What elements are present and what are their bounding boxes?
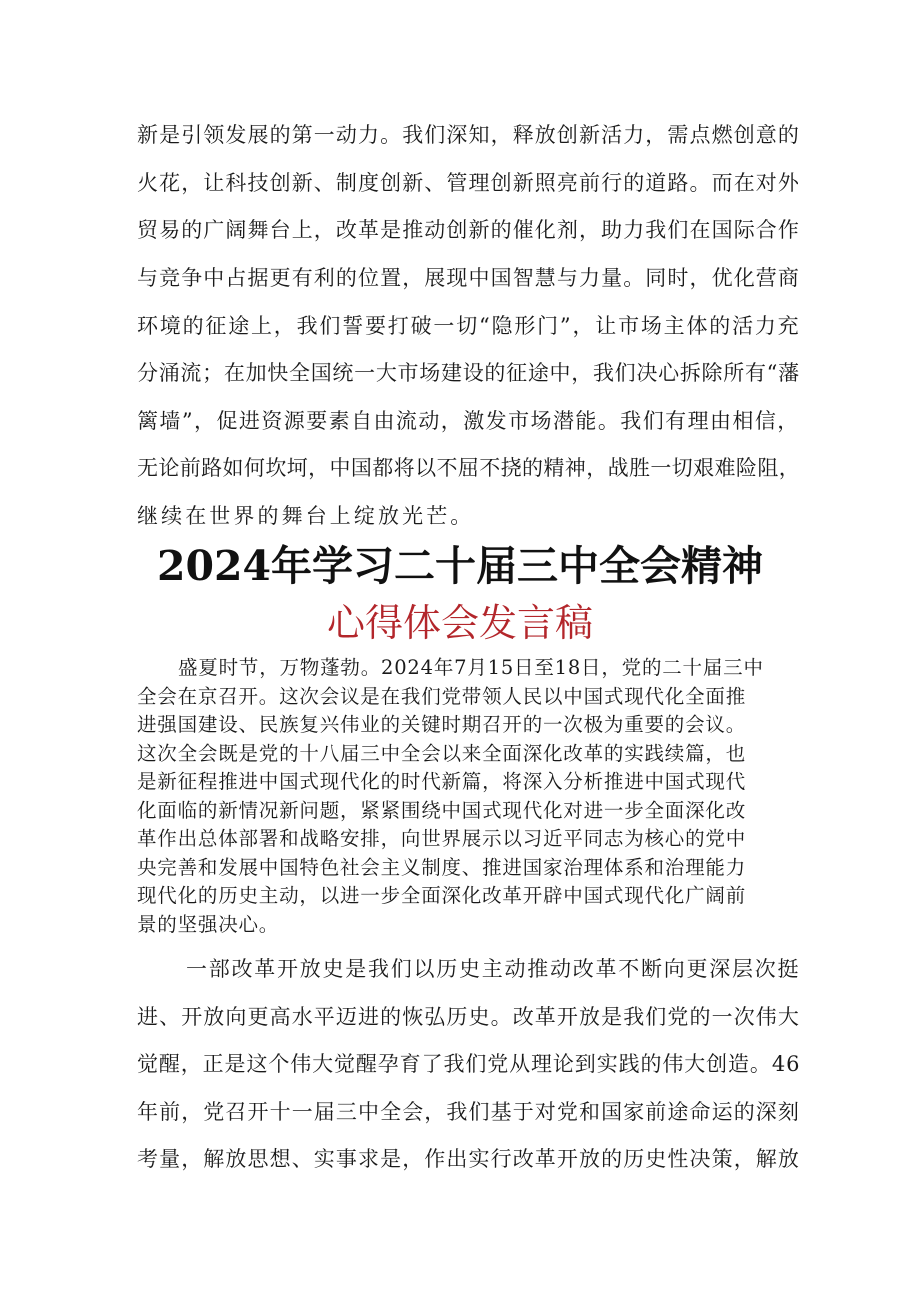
paragraph2-line-2: 全会在京召开。这次会议是在我们党带领人民以中国式现代化全面推	[137, 685, 747, 708]
paragraph1-line-6: 分涌流；在加快全国统一大市场建设的征途中，我们决心拆除所有“藩	[137, 361, 800, 385]
paragraph2-line-9: 现代化的历史主动，以进一步全面深化改革开辟中国式现代化广阔前	[137, 884, 747, 907]
paragraph1-line-1: 新是引领发展的第一动力。我们深知，释放创新活力，需点燃创意的	[137, 123, 800, 147]
paragraph1-line-8: 无论前路如何坎坷，中国都将以不屈不挠的精神，战胜一切艰难险阻，	[137, 456, 801, 480]
paragraph2-line-10: 景的坚强决心。	[137, 913, 280, 936]
paragraph2-line-3: 进强国建设、民族复兴伟业的关键时期召开的一次极为重要的会议。	[137, 713, 747, 736]
paragraph3-line-5: 考量，解放思想、实事求是，作出实行改革开放的历史性决策，解放	[137, 1147, 800, 1171]
paragraph3-line-4: 年前，党召开十一届三中全会，我们基于对党和国家前途命运的深刻	[137, 1100, 800, 1124]
paragraph2-line-8: 央完善和发展中国特色社会主义制度、推进国家治理体系和治理能力	[137, 856, 747, 879]
paragraph2-line-5: 是新征程推进中国式现代化的时代新篇，将深入分析推进中国式现代	[137, 770, 747, 793]
paragraph1-line-7: 篱墙”，促进资源要素自由流动，激发市场潜能。我们有理由相信，	[137, 409, 800, 433]
paragraph1-line-5: 环境的征途上，我们誓要打破一切“隐形门”，让市场主体的活力充	[137, 314, 801, 338]
paragraph2-line-7: 革作出总体部署和战略安排，向世界展示以习近平同志为核心的党中	[137, 827, 747, 850]
paragraph2-line-4: 这次全会既是党的十八届三中全会以来全面深化改革的实践续篇，也	[137, 742, 747, 765]
paragraph3-line-2: 进、开放向更高水平迈进的恢弘历史。改革开放是我们党的一次伟大	[137, 1005, 800, 1029]
paragraph1-line-9: 继续在世界的舞台上绽放光芒。	[137, 504, 475, 528]
paragraph2-line-6: 化面临的新情况新问题，紧紧围绕中国式现代化对进一步全面深化改	[137, 799, 747, 822]
paragraph1-line-4: 与竞争中占据更有利的位置，展现中国智慧与力量。同时，优化营商	[137, 266, 800, 290]
paragraph3-line-1: 一部改革开放史是我们以历史主动推动改革不断向更深层次挺	[186, 957, 801, 981]
paragraph2-line-1: 盛夏时节，万物蓬勃。2024年7月15日至18日，党的二十届三中	[178, 656, 764, 679]
page-title: 2024年学习二十届三中全会精神	[156, 542, 764, 590]
paragraph1-line-3: 贸易的广阔舞台上，改革是推动创新的催化剂，助力我们在国际合作	[137, 218, 800, 242]
paragraph3-line-3: 觉醒，正是这个伟大觉醒孕育了我们党从理论到实践的伟大创造。46	[137, 1052, 801, 1076]
paragraph1-line-2: 火花，让科技创新、制度创新、管理创新照亮前行的道路。而在对外	[137, 171, 800, 195]
page-subtitle: 心得体会发言稿	[326, 601, 593, 645]
